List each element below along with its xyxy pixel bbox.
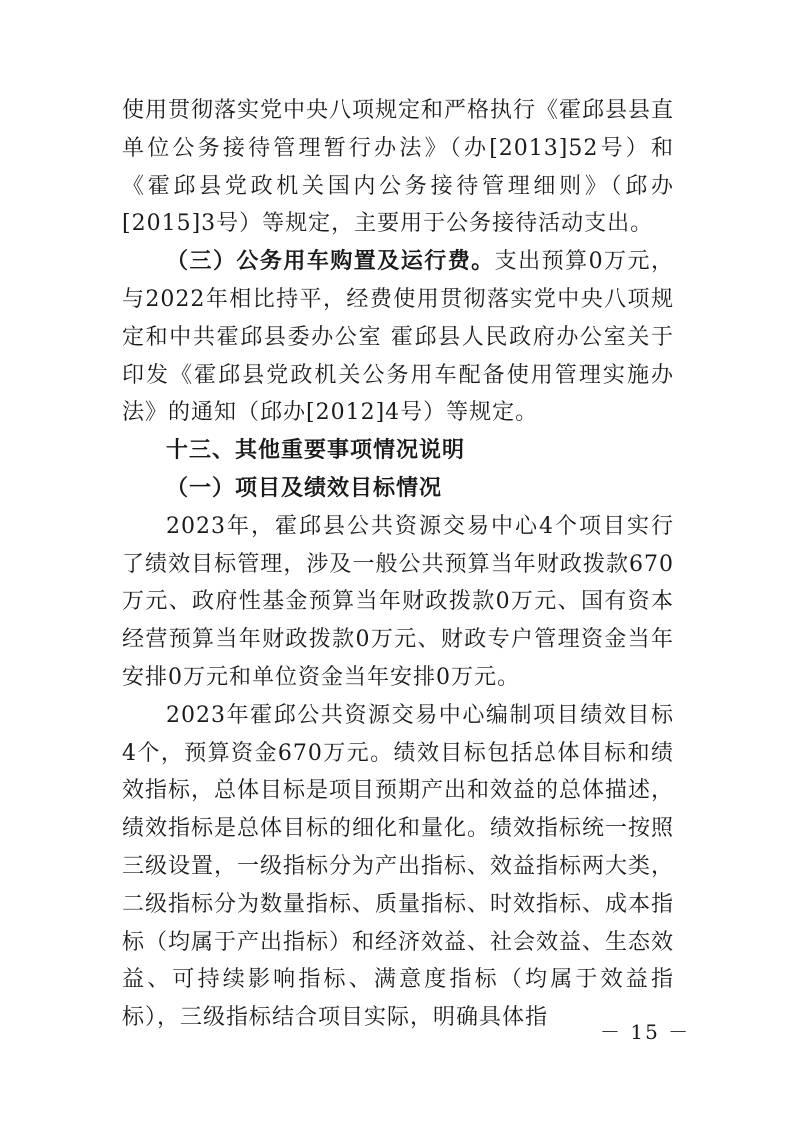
paragraph-vehicle-costs (122, 243, 674, 432)
page-number: － 15 － (600, 1020, 691, 1044)
paragraph-vehicle-costs-body: 支出预算0万元，与2022年相比持平，经费使用贯彻落实党中央八项规定和中共霍邱县委办公室 霍邱县人民政府办公室关于印发《霍邱县党政机关公务用车配备使用管理实施办法》的通知（邱办[2012]4号）等规定。 (122, 249, 674, 426)
paragraph-target-details: 2023年霍邱公共资源交易中心编制项目绩效目标4个，预算资金670万元。绩效目标包括总体目标和绩效指标，总体目标是项目预期产出和效益的总体描述，绩效指标是总体目标的细化和量化。绩效指标统一按照三级设置，一级指标分为产出指标、效益指标两大类，二级指标分为数量指标、质量指标、时效指标、成本指标（均属于产出指标）和经济效益、社会效益、生态效益、可持续影响指标、满意度指标（均属于效益指标），三级指标结合项目实际，明确具体指 (122, 702, 675, 1031)
body-text (122, 92, 674, 1037)
paragraph-project-targets: 2023年，霍邱县公共资源交易中心4个项目实行了绩效目标管理，涉及一般公共预算当年财政拨款670万元、政府性基金预算当年财政拨款0万元、国有资本经营预算当年财政拨款0万元、财政专户管理资金当年安排0万元和单位资金当年安排0万元。 (122, 513, 674, 690)
inline-heading-vehicle-costs: （三）公务用车购置及运行费。 (166, 248, 495, 275)
paragraph-continuation: 使用贯彻落实党中央八项规定和严格执行《霍邱县县直单位公务接待管理暂行办法》（办[2013]52号）和《霍邱县党政机关国内公务接待管理细则》（邱办[2015]3号）等规定，主要用于公务接待活动支出。 (122, 98, 675, 237)
subsection-heading-performance-targets: （一）项目及绩效目标情况 (166, 474, 443, 501)
section-heading-other-matters: 十三、其他重要事项情况说明 (166, 437, 466, 464)
